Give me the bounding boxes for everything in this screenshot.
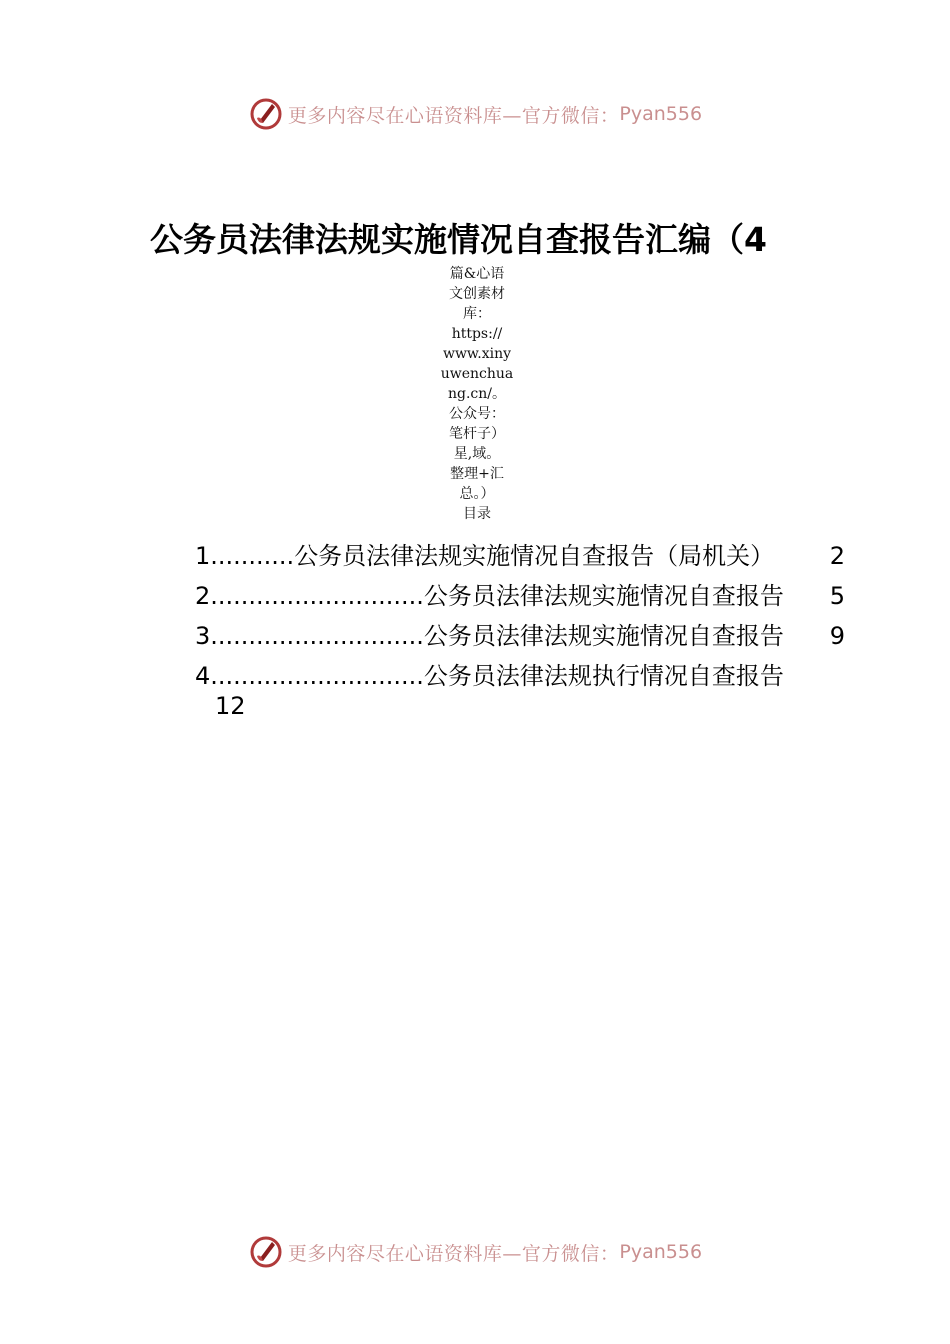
banner-wechat-id: Pyan556	[619, 103, 703, 125]
toc-entry-page: 5	[829, 582, 845, 610]
narrow-line: 笔杆子）	[449, 426, 505, 442]
narrow-line: uwenchua	[440, 366, 514, 382]
narrow-line: 整理+汇	[450, 466, 504, 482]
narrow-line: 文创素材	[449, 286, 505, 302]
narrow-line: https://	[451, 326, 503, 342]
narrow-line: www.xiny	[442, 346, 512, 362]
toc-entry-label: 4............................公务员法律法规执行情况自查报告	[195, 662, 784, 690]
toc-entry-page: 2	[829, 542, 845, 570]
table-of-contents	[195, 538, 845, 720]
toc-entry[interactable]	[195, 578, 845, 618]
narrow-line: 库：	[463, 306, 491, 322]
toc-entry-page: 12	[215, 692, 246, 720]
toc-entry[interactable]	[195, 618, 845, 658]
toc-entry[interactable]	[195, 538, 845, 578]
toc-entry[interactable]	[195, 658, 845, 720]
narrow-text-block	[440, 264, 514, 524]
footer-banner	[0, 1232, 950, 1272]
toc-entry-label: 2............................公务员法律法规实施情况自查报告	[195, 582, 784, 610]
toc-entry-label: 3............................公务员法律法规实施情况自查报告	[195, 622, 784, 650]
narrow-line: ng.cn/。	[447, 386, 506, 402]
banner-text: 更多内容尽在心语资料库—官方微信：	[287, 104, 620, 127]
pen-logo-icon	[248, 1234, 284, 1270]
header-banner	[0, 94, 950, 134]
banner-wechat-id: Pyan556	[619, 1241, 703, 1263]
toc-heading: 目录	[463, 506, 491, 522]
toc-entry-page: 9	[829, 622, 845, 650]
banner-text: 更多内容尽在心语资料库—官方微信：	[287, 1242, 620, 1265]
document-title: 公务员法律法规实施情况自查报告汇编（4	[150, 220, 767, 259]
narrow-line: 总。）	[459, 486, 495, 502]
narrow-line: 公众号：	[449, 406, 505, 422]
toc-entry-label: 1...........公务员法律法规实施情况自查报告（局机关）	[195, 542, 775, 570]
narrow-line: 星,域。	[453, 446, 501, 462]
narrow-line: 篇&心语	[449, 266, 505, 282]
pen-logo-icon	[248, 96, 284, 132]
